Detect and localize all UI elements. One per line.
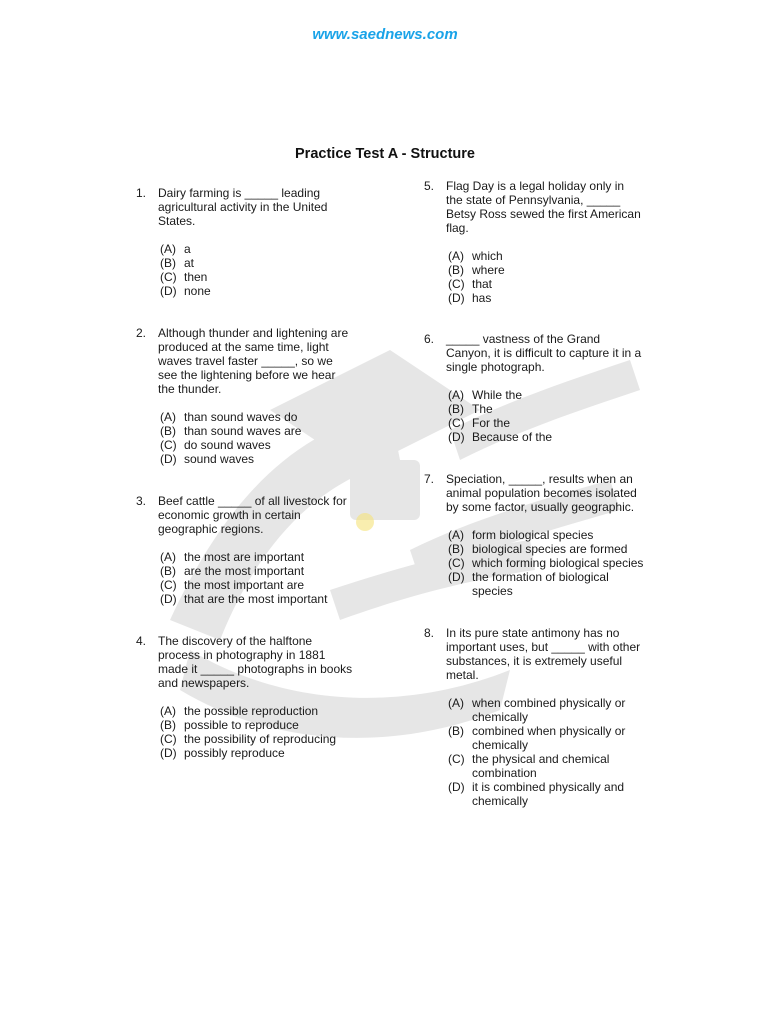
choice-letter: (B) [448,263,464,277]
answer-choice[interactable] [160,452,376,466]
choice-letter: (D) [448,570,465,584]
choice-letter: (C) [160,438,177,452]
choice-text: possibly reproduce [184,746,285,760]
question-1 [136,186,376,298]
choice-text: none [184,284,211,298]
choice-text: which [472,249,503,263]
choice-letter: (A) [160,410,176,424]
choice-text: the formation of biological species [472,570,609,598]
header-url-link[interactable]: www.saednews.com [312,26,458,43]
choice-letter: (B) [160,256,176,270]
question-4 [136,634,376,760]
answer-choice[interactable] [448,249,664,263]
question-number: 6. [424,332,435,346]
answer-choice[interactable] [448,388,664,402]
choice-text: possible to reproduce [184,718,299,732]
choice-text: the possible reproduction [184,704,319,718]
choice-letter: (B) [160,564,176,578]
answer-choice[interactable] [160,550,376,564]
choice-letter: (C) [448,277,465,291]
answer-choice[interactable] [448,780,664,808]
choice-text: then [184,270,208,284]
answer-choice[interactable] [448,430,664,444]
question-3 [136,494,376,606]
choice-letter: (D) [448,780,465,794]
choice-letter: (B) [160,424,176,438]
choice-letter: (D) [448,430,465,444]
choice-letter: (B) [448,724,464,738]
answer-choice[interactable] [448,277,664,291]
answer-choice[interactable] [448,263,664,277]
choice-letter: (B) [160,718,176,732]
choice-text: the most are important [184,550,305,564]
answer-choice[interactable] [448,696,664,724]
choice-letter: (A) [448,249,464,263]
choice-letter: (C) [160,270,177,284]
answer-choice[interactable] [160,732,376,746]
choice-letter: (D) [448,291,465,305]
answer-choice[interactable] [448,416,664,430]
question-number: 8. [424,626,435,640]
choice-letter: (C) [448,752,465,766]
answer-choice[interactable] [448,724,664,752]
choice-letter: (B) [448,402,464,416]
choice-letter: (D) [160,746,177,760]
answer-choice[interactable] [448,556,664,570]
choice-text: Because of the [472,430,553,444]
answer-choice[interactable] [160,424,376,438]
choice-letter: (A) [448,388,464,402]
answer-choice[interactable] [448,752,664,780]
question-number: 3. [136,494,147,508]
answer-choice[interactable] [160,564,376,578]
answer-choice[interactable] [448,542,664,556]
question-number: 4. [136,634,147,648]
choice-text: combined when physically or chemically [472,724,626,752]
choice-letter: (A) [160,550,176,564]
choice-letter: (D) [160,452,177,466]
answer-choice[interactable] [160,592,376,606]
question-6 [424,332,664,444]
choice-letter: (A) [160,242,176,256]
question-2 [136,326,376,466]
choice-letter: (D) [160,592,177,606]
question-8 [424,626,664,808]
choice-text: where [472,263,505,277]
choice-letter: (B) [448,542,464,556]
choice-text: are the most important [184,564,305,578]
choice-letter: (D) [160,284,177,298]
choice-letter: (A) [160,704,176,718]
choice-letter: (C) [160,732,177,746]
choice-text: which forming biological species [472,556,644,570]
answer-choice[interactable] [448,528,664,542]
choice-letter: (A) [448,528,464,542]
question-number: 2. [136,326,147,340]
question-stem: The discovery of the halftone process in photography in 1881 made it _____ photographs in books and newspapers. [158,634,353,690]
answer-choice[interactable] [160,256,376,270]
answer-choice[interactable] [448,570,664,598]
choice-letter: (C) [448,556,465,570]
choice-text: that are the most important [184,592,328,606]
question-stem: Speciation, _____, results when an animal population becomes isolated by some factor, usually geographic. [446,472,637,514]
choice-text: do sound waves [184,438,271,452]
question-5 [424,179,664,305]
choice-text: the most important are [184,578,305,592]
question-stem: _____ vastness of the Grand Canyon, it is difficult to capture it in a single photograph. [446,332,642,374]
choice-text: For the [472,416,511,430]
choice-text: While the [472,388,523,402]
question-7 [424,472,664,598]
answer-choice[interactable] [160,718,376,732]
answer-choice[interactable] [448,291,664,305]
answer-choice[interactable] [160,438,376,452]
answer-choice[interactable] [160,242,376,256]
choice-letter: (A) [448,696,464,710]
question-number: 1. [136,186,147,200]
choice-text: than sound waves do [184,410,298,424]
answer-choice[interactable] [160,410,376,424]
choice-text: than sound waves are [184,424,302,438]
answer-choice[interactable] [160,704,376,718]
choice-text: biological species are formed [472,542,628,556]
choice-text: a [184,242,191,256]
question-stem: Dairy farming is _____ leading agricultural activity in the United States. [158,186,328,228]
question-number: 7. [424,472,435,486]
question-stem: Beef cattle _____ of all livestock for economic growth in certain geographic regions. [158,494,347,536]
question-stem: Although thunder and lightening are produced at the same time, light waves travel faster _____, so we see the lightening before we hear the thunder. [158,326,349,396]
question-stem: In its pure state antimony has no important uses, but _____ with other substances, it is extremely useful metal. [446,626,641,682]
answer-choice[interactable] [160,270,376,284]
answer-choice[interactable] [160,578,376,592]
choice-text: has [472,291,492,305]
choice-letter: (C) [448,416,465,430]
choice-text: the possibility of reproducing [184,732,337,746]
choice-text: form biological species [472,528,594,542]
choice-text: it is combined physically and chemically [472,780,625,808]
choice-text: The [472,402,493,416]
page-title: Practice Test A - Structure [295,146,475,162]
choice-text: at [184,256,195,270]
choice-text: the physical and chemical combination [472,752,610,780]
question-stem: Flag Day is a legal holiday only in the state of Pennsylvania, _____ Betsy Ross sewed the first American flag. [446,179,641,235]
choice-text: that [472,277,493,291]
question-number: 5. [424,179,435,193]
choice-letter: (C) [160,578,177,592]
answer-choice[interactable] [448,402,664,416]
choice-text: sound waves [184,452,255,466]
answer-choice[interactable] [160,284,376,298]
choice-text: when combined physically or chemically [472,696,626,724]
answer-choice[interactable] [160,746,376,760]
